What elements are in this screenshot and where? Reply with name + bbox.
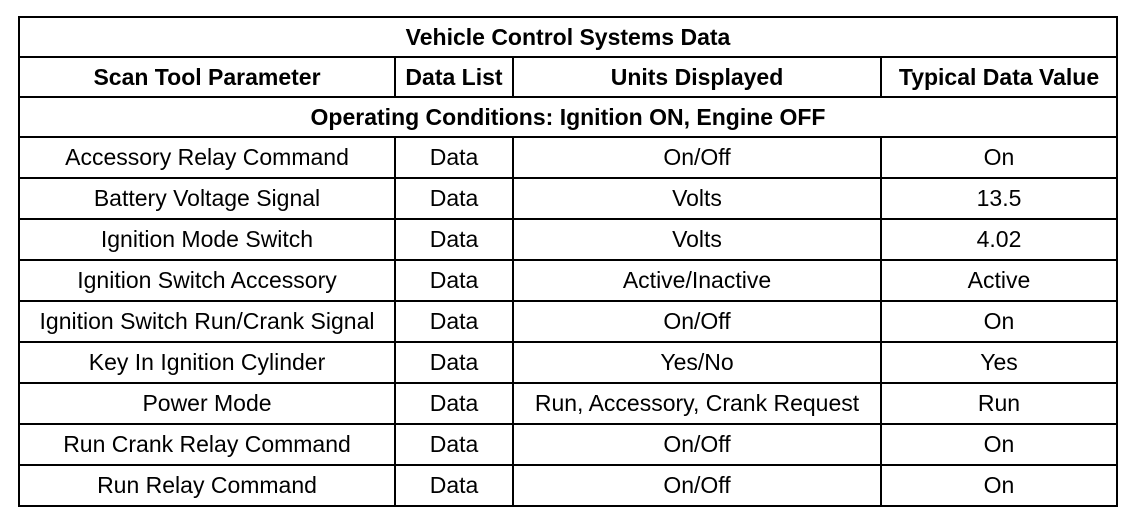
table-row [19, 465, 1117, 506]
cell-typical-value: On [881, 137, 1117, 178]
cell-units: Volts [513, 219, 881, 260]
cell-data-list: Data [395, 424, 513, 465]
cell-parameter: Accessory Relay Command [19, 137, 395, 178]
table-row [19, 342, 1117, 383]
cell-parameter: Run Crank Relay Command [19, 424, 395, 465]
header-scan-tool-parameter: Scan Tool Parameter [19, 57, 395, 97]
cell-parameter: Ignition Switch Run/Crank Signal [19, 301, 395, 342]
cell-data-list: Data [395, 465, 513, 506]
cell-units: On/Off [513, 137, 881, 178]
cell-data-list: Data [395, 219, 513, 260]
cell-units: On/Off [513, 424, 881, 465]
cell-data-list: Data [395, 301, 513, 342]
cell-units: Run, Accessory, Crank Request [513, 383, 881, 424]
cell-units: Yes/No [513, 342, 881, 383]
cell-data-list: Data [395, 137, 513, 178]
cell-parameter: Power Mode [19, 383, 395, 424]
cell-typical-value: On [881, 301, 1117, 342]
cell-typical-value: On [881, 424, 1117, 465]
header-typical-data-value: Typical Data Value [881, 57, 1117, 97]
header-units-displayed: Units Displayed [513, 57, 881, 97]
cell-typical-value: Run [881, 383, 1117, 424]
cell-units: On/Off [513, 301, 881, 342]
cell-parameter: Ignition Mode Switch [19, 219, 395, 260]
table-row [19, 137, 1117, 178]
table-row [19, 383, 1117, 424]
cell-typical-value: 4.02 [881, 219, 1117, 260]
cell-data-list: Data [395, 342, 513, 383]
cell-typical-value: On [881, 465, 1117, 506]
cell-parameter: Battery Voltage Signal [19, 178, 395, 219]
cell-typical-value: Yes [881, 342, 1117, 383]
cell-parameter: Ignition Switch Accessory [19, 260, 395, 301]
table-row [19, 219, 1117, 260]
operating-conditions: Operating Conditions: Ignition ON, Engine OFF [19, 97, 1117, 137]
operating-conditions-row [19, 97, 1117, 137]
cell-units: On/Off [513, 465, 881, 506]
cell-units: Volts [513, 178, 881, 219]
table-row [19, 301, 1117, 342]
cell-data-list: Data [395, 178, 513, 219]
table-title-row [19, 17, 1117, 57]
table-title: Vehicle Control Systems Data [19, 17, 1117, 57]
cell-parameter: Key In Ignition Cylinder [19, 342, 395, 383]
cell-typical-value: Active [881, 260, 1117, 301]
cell-data-list: Data [395, 260, 513, 301]
table-header-row [19, 57, 1117, 97]
table-row [19, 178, 1117, 219]
cell-units: Active/Inactive [513, 260, 881, 301]
cell-parameter: Run Relay Command [19, 465, 395, 506]
table-row [19, 424, 1117, 465]
cell-typical-value: 13.5 [881, 178, 1117, 219]
vehicle-control-systems-table [18, 16, 1118, 507]
cell-data-list: Data [395, 383, 513, 424]
table-row [19, 260, 1117, 301]
header-data-list: Data List [395, 57, 513, 97]
